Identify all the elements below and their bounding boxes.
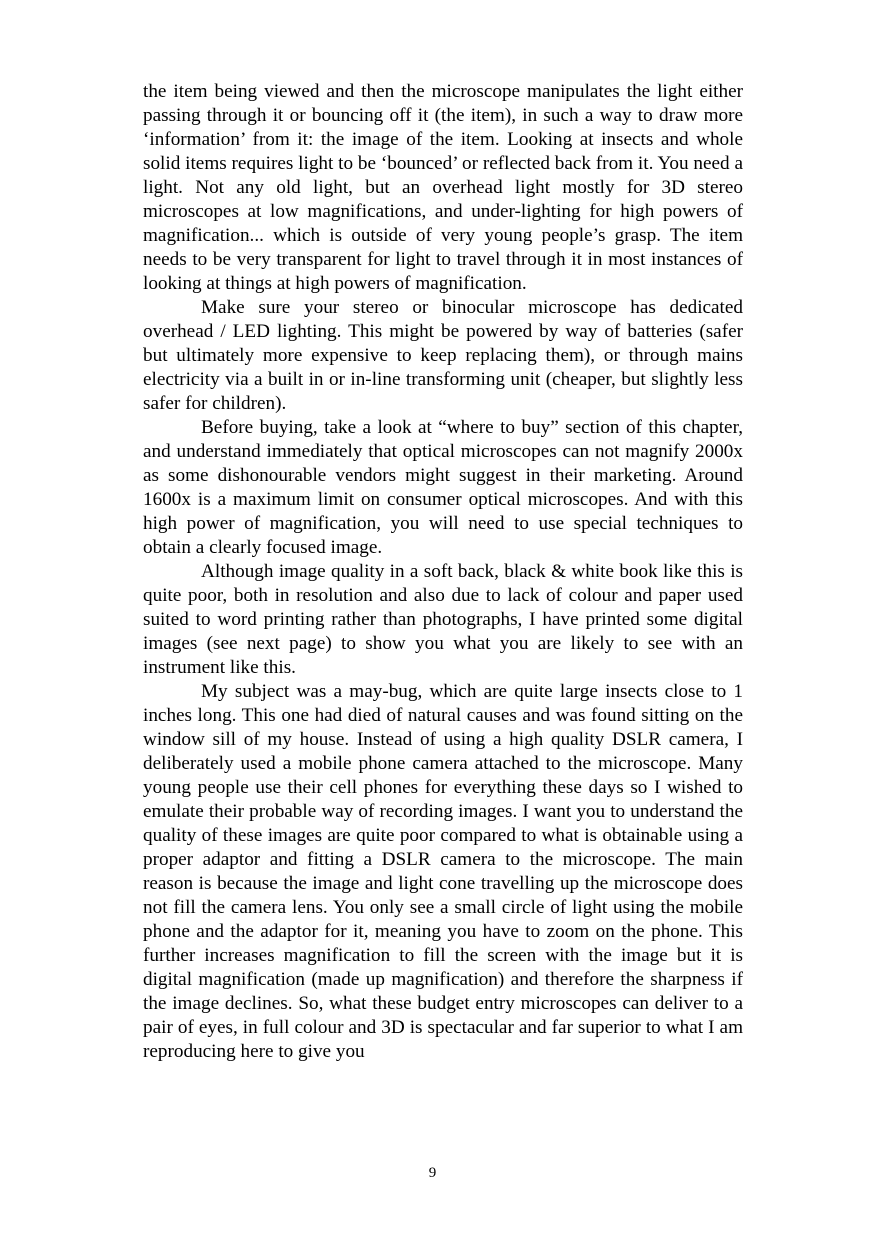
paragraph-3: Before buying, take a look at “where to buy” section of this chapter, and understand immediately that optical microscopes can not magnify 2000x as some dishonourable vendors might suggest in their marketing. Around 1600x is a maximum limit on consumer optical microscopes. And with this high power of magnification, you will need to use special techniques to obtain a clearly focused image. bbox=[143, 417, 743, 558]
page-number: 9 bbox=[428, 1165, 437, 1181]
paragraph-2: Make sure your stereo or binocular microscope has dedicated overhead / LED lighting. This might be powered by way of batteries (safer but ultimately more expensive to keep replacing them), or through mains electricity via a built in or in-line transforming unit (cheaper, but slightly less safer for children). bbox=[143, 297, 743, 414]
paragraph-5: My subject was a may-bug, which are quite large insects close to 1 inches long. This one had died of natural causes and was found sitting on the window sill of my house. Instead of using a high quality DSLR camera, I deliberately used a mobile phone camera attached to the microscope. Many young people use their cell phones for everything these days so I wished to emulate their probable way of recording images. I want you to understand the quality of these images are quite poor compared to what is obtainable using a proper adaptor and fitting a DSLR camera to the microscope. The main reason is because the image and light cone travelling up the microscope does not fill the camera lens. You only see a small circle of light using the mobile phone and the adaptor for it, meaning you have to zoom on the phone. This further increases magnification to fill the screen with the image but it is digital magnification (made up magnification) and therefore the sharpness if the image declines. So, what these budget entry microscopes can deliver to a pair of eyes, in full colour and 3D is spectacular and far superior to what I am reproducing here to give you bbox=[143, 681, 743, 1062]
paragraph-1: the item being viewed and then the microscope manipulates the light either passing through it or bouncing off it (the item), in such a way to draw more ‘information’ from it: the image of the item. Looking at insects and whole solid items requires light to be ‘bounced’ or reflected back from it. You need a light. Not any old light, but an overhead light mostly for 3D stereo microscopes at low magnifications, and under-lighting for high powers of magnification... which is outside of very young people’s grasp. The item needs to be very transparent for light to travel through it in most instances of looking at things at high powers of magnification. bbox=[143, 81, 743, 294]
paragraph-4: Although image quality in a soft back, black & white book like this is quite poor, both in resolution and also due to lack of colour and paper used suited to word printing rather than photographs, I have printed some digital images (see next page) to show you what you are likely to see with an instrument like this. bbox=[143, 561, 743, 678]
body-text bbox=[143, 80, 743, 1064]
